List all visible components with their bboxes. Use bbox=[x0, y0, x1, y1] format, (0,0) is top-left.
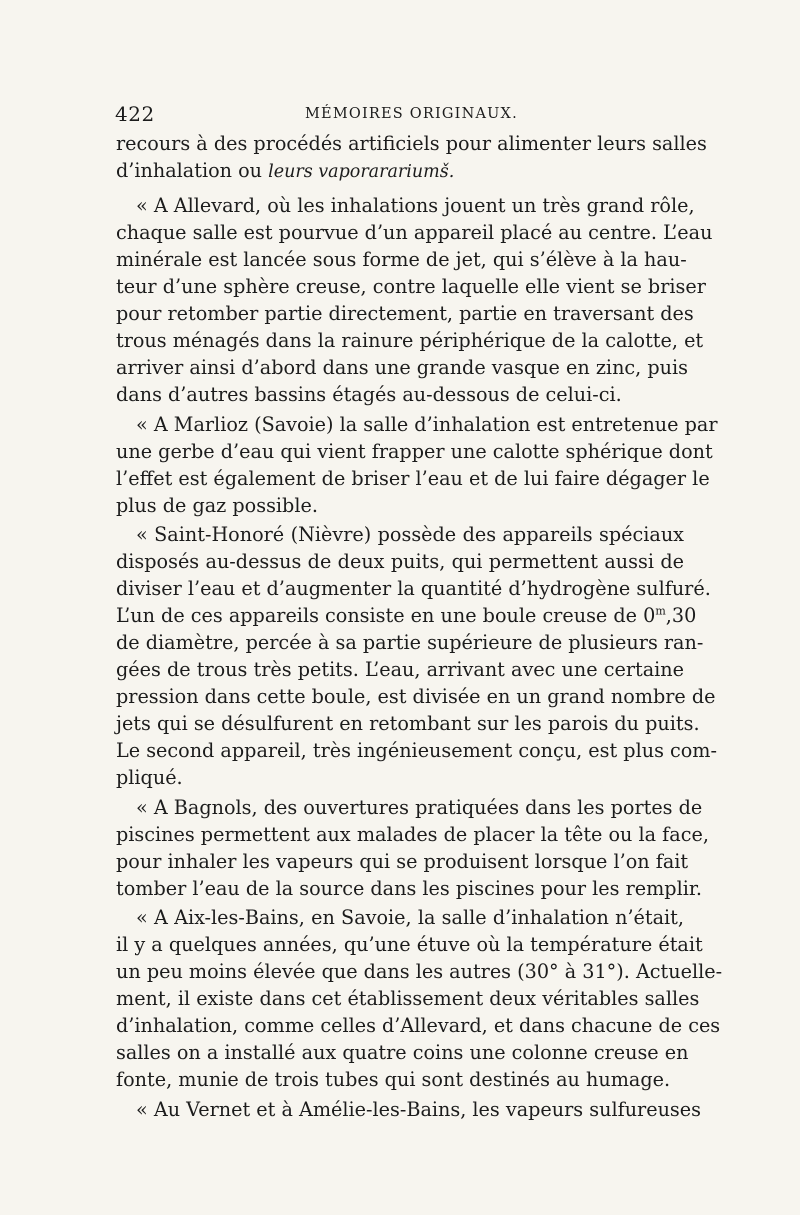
text-line: « Au Vernet et à Amélie-les-Bains, les vapeurs sulfureuses bbox=[136, 1097, 701, 1121]
text-line: pour retomber partie directement, partie en traversant des bbox=[116, 302, 694, 325]
running-head bbox=[115, 100, 685, 130]
text-line: arriver ainsi d’abord dans une grande vasque en zinc, puis bbox=[116, 356, 688, 379]
text-line: ment, il existe dans cet établissement deux véritables salles bbox=[116, 987, 700, 1010]
paragraph bbox=[116, 192, 713, 408]
text-line: « Saint-Honoré (Nièvre) possède des appareils spéciaux bbox=[136, 523, 684, 546]
text-line: l’effet est également de briser l’eau et de lui faire dégager le bbox=[116, 466, 710, 490]
paragraph bbox=[116, 521, 717, 791]
text-line: gées de trous très petits. L’eau, arrivant avec une certaine bbox=[116, 658, 684, 681]
body-text bbox=[116, 130, 723, 1125]
text-line: une gerbe d’eau qui vient frapper une calotte sphérique dont bbox=[116, 439, 713, 463]
paragraph bbox=[116, 794, 709, 902]
paragraph bbox=[116, 411, 718, 519]
text-line: dans d’autres bassins étagés au-dessous de celui-ci. bbox=[116, 383, 622, 406]
text-line: « A Aix-les-Bains, en Savoie, la salle d’inhalation n’était, bbox=[136, 906, 684, 929]
text-line: L’un de ces appareils consiste en une boule creuse de 0$^m$,30 bbox=[116, 604, 697, 627]
text-line: fonte, munie de trois tubes qui sont destinés au humage. bbox=[116, 1068, 671, 1091]
text-line: pour inhaler les vapeurs qui se produisent lorsque l’on fait bbox=[116, 849, 689, 873]
paragraph bbox=[116, 904, 723, 1093]
text-line: jets qui se désulfurent en retombant sur les parois du puits. bbox=[116, 712, 700, 735]
text-line: « A Bagnols, des ouvertures pratiquées dans les portes de bbox=[136, 795, 703, 819]
text-line: de diamètre, percée à sa partie supérieure de plusieurs ran- bbox=[116, 631, 704, 654]
text-line: trous ménagés dans la rainure périphérique de la calotte, et bbox=[116, 329, 704, 352]
text-line: salles on a installé aux quatre coins une colonne creuse en bbox=[116, 1041, 689, 1064]
running-title: MÉMOIRES ORIGINAUX. bbox=[305, 106, 518, 122]
text-line: diviser l’eau et d’augmenter la quantité d’hydrogène sulfuré. bbox=[116, 577, 711, 600]
text-line: « A Allevard, où les inhalations jouent un très grand rôle, bbox=[136, 194, 695, 217]
text-line: piscines permettent aux malades de placer la tête ou la face, bbox=[116, 822, 709, 846]
text-line: pression dans cette boule, est divisée en un grand nombre de bbox=[116, 685, 716, 708]
page-number: 422 bbox=[115, 102, 155, 126]
text-line: teur d’une sphère creuse, contre laquelle elle vient se briser bbox=[116, 275, 706, 298]
text-line: disposés au-dessus de deux puits, qui permettent aussi de bbox=[116, 550, 684, 573]
text-line: d’inhalation ou leurs vaporarariumš. bbox=[116, 159, 455, 182]
text-line: minérale est lancée sous forme de jet, qui s’élève à la hau- bbox=[116, 248, 687, 271]
text-line: il y a quelques années, qu’une étuve où la température était bbox=[116, 933, 703, 956]
superscript-unit: m bbox=[655, 604, 666, 618]
text-line: recours à des procédés artificiels pour alimenter leurs salles bbox=[116, 132, 707, 155]
text-line: plus de gaz possible. bbox=[116, 493, 318, 517]
text-line: d’inhalation, comme celles d’Allevard, et dans chacune de ces bbox=[116, 1014, 721, 1037]
paragraph bbox=[116, 1096, 701, 1123]
italic-phrase: leurs vaporarariumš. bbox=[268, 162, 455, 182]
text-line: tomber l’eau de la source dans les piscines pour les remplir. bbox=[116, 876, 703, 900]
text-line: pliqué. bbox=[116, 766, 183, 789]
text-line: Le second appareil, très ingénieusement conçu, est plus com- bbox=[116, 739, 717, 762]
text-line: chaque salle est pourvue d’un appareil placé au centre. L’eau bbox=[116, 221, 713, 244]
text-line: un peu moins élevée que dans les autres (30° à 31°). Actuelle- bbox=[116, 960, 723, 983]
text-line: « A Marlioz (Savoie) la salle d’inhalation est entretenue par bbox=[136, 412, 718, 436]
paragraph bbox=[116, 130, 707, 184]
